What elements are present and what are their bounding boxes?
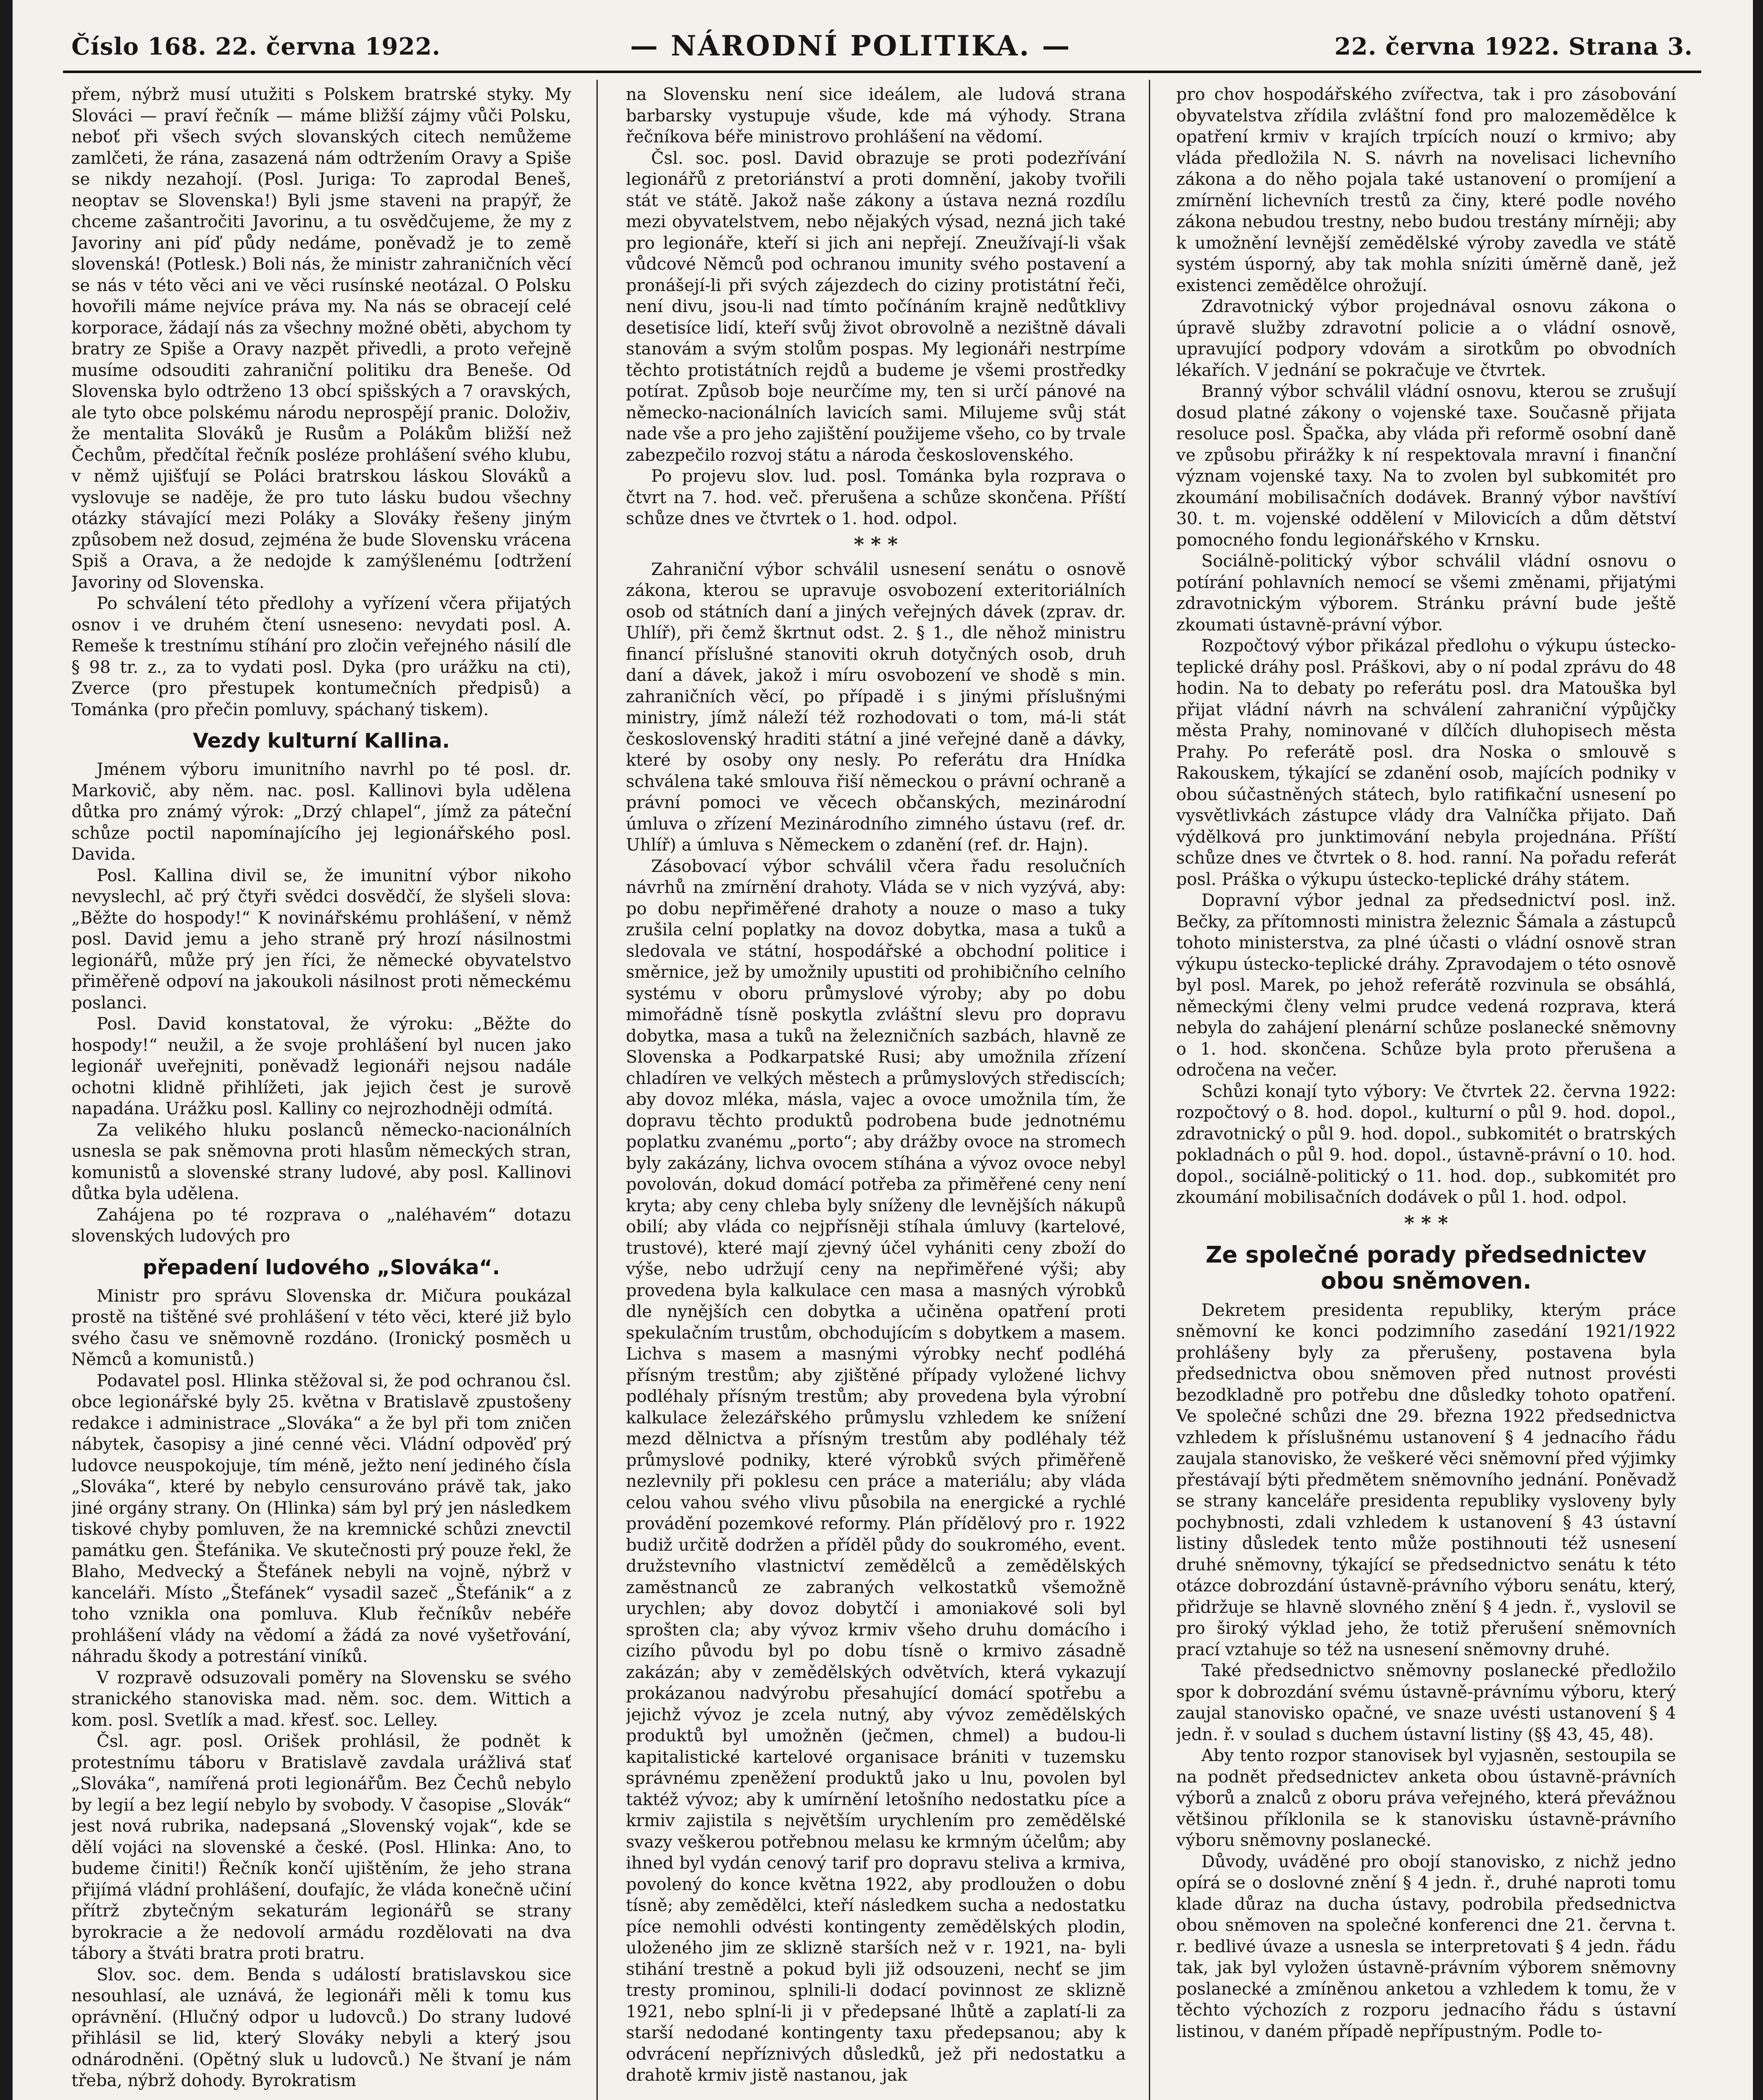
paragraph: Po schválení této předlohy a vyřízení včera přijatých osnov i ve druhém čtení usneseno: nevydati posl. A. Remeše k trestnímu stíhání pro zločin veřejného násilí dle § 98 tr. z., za to vydati posl. Dyka (pro urážku na cti), Zverce (pro přestupek kontumečních předpisů) a Tománka (pro přečin pomluvy, spáchaný tiskem).	[71, 594, 571, 719]
newspaper-page	[63, 25, 1701, 2100]
column-divider	[596, 80, 598, 2100]
paragraph: Slov. soc. dem. Benda s událostí bratislavskou sice nesouhlasí, ale uznává, že legionáři měli k tomu kus oprávnění. (Hlučný odpor u ludovců.) Do strany ludové přihlásil se lid, který Slováky nebyli a který jsou odnárodněni. (Opětný sluk u ludovců.) Ne štvaní je nám třeba, nýbrž dohody. Byrokratism	[71, 1965, 571, 2090]
section-heading: Vezdy kulturní Kallina.	[193, 729, 450, 753]
paragraph: Za velikého hluku poslanců německo-nacionálních usnesla se pak sněmovna proti hlasům německých stran, komunistů a slovenské strany ludové, aby posl. Kallinovi důtka byla udělena.	[71, 1120, 571, 1203]
paragraph: Čsl. soc. posl. David obrazuje se proti podezřívání legionářů z pretoriánství a proti domnění, jakoby tvořili stát ve státě. Jakož naše zákony a ústava nezná rozdílu mezi obyvatelstvem, nebo nějakých výsad, nezná jich také pro legionáře, kteří si jich ani nepřejí. Zneužívají-li však vůdcové Němců pod ochranou imunity svého postavení a pronášejí-li při svých zájezdech do ciziny protistátní řeči, není divu, jsou-li nad tímto počínáním krajně nedůtklivy desetisíce lidí, kteří svůj život obrovolně a nezištně dávali stanovám a svým stolům pospas. My legionáři nestrpíme těchto protistátních rejdů a budeme je všemi prostředky potírat. Způsob boje neurčíme my, ten si určí pánové na německo-nacionálních lavicích sami. Milujeme svůj stát nade vše a pro jeho zajištění použijeme všeho, co by trvale zabezpečilo rozvoj státu a národa československého.	[626, 148, 1126, 465]
column-divider	[1149, 80, 1150, 2100]
paragraph: Branný výbor schválil vládní osnovu, kterou se zrušují dosud platné zákony o vojenské taxe. Současně přijata resoluce posl. Špačka, aby vláda při reformě osobní daně ve způsobu přirážky k ní respektovala mravní i finanční význam vojenské taxy. Na to zvolen byl subkomitét pro zkoumání mobilisačních dodávek. Branný výbor navštíví 30. t. m. vojenské oddělení v Milovicích a dům dětství pomocného fondu legionářského v Krnsku.	[1176, 382, 1676, 550]
masthead	[63, 25, 1701, 71]
paragraph: Posl. David konstatoval, že výroku: „Běžte do hospody!“ neužil, a že svoje prohlášení byl nucen jako legionář uveřejniti, poněvadž legionáři nejsou nadále ochotni klidně přihlížeti, jak jejich čest je surově napadána. Urážku posl. Kalliny co nejrozhodněji odmítá.	[71, 1014, 571, 1118]
paragraph: Dopravní výbor jednal za předsednictví posl. inž. Bečky, za přítomnosti ministra železnic Šámala a zástupců tohoto ministerstva, za plné účasti o vládní osnově stran výkupu ústecko-teplické dráhy. Zpravodajem o této osnově byl posl. Marek, po jehož referátě rozvinula se obsáhlá, německými členy velmi prudce vedená rozprava, která nebyla do zahájení plenární schůze poslanecké sněmovny o 1. hod. skončena. Schůze byla proto přerušena a odročena na večer.	[1176, 891, 1676, 1080]
section-separator: * * *	[1404, 1211, 1448, 1234]
scan-border-left	[0, 0, 13, 2100]
column-2	[626, 84, 1126, 2100]
paragraph: Podavatel posl. Hlinka stěžoval si, že pod ochranou čsl. obce legionářské byly 25. května v Bratislavě zpustošeny redakce i administrace „Slováka“ a že byl při tom zničen nábytek, časopisy a jiné cenné věci. Vládní odpověď prý ludovce neuspokojuje, tím méně, ježto není jediného čísla „Slováka“, které by nebylo censurováno právě tak, jako jiné orgány strany. On (Hlinka) sám byl prý jen následkem tiskové chyby pomluven, že na kremnické schůzi znevctil památku gen. Štefánika. Ve skutečnosti prý pouze řekl, že Blaho, Medvecký a Štefánek nebyli na vojně, nýbrž v kanceláři. Místo „Štefánek“ vysadil sazeč „Štefánik“ a z toho vznikla ona pomluva. Klub řečníkův nebéře prohlášení vlády na vědomí a žádá za nové vyšetřování, náhradu škody a potrestání viníků.	[71, 1371, 571, 1666]
scan-border-right	[1753, 0, 1763, 2100]
newspaper-title: — NÁRODNÍ POLITIKA. —	[630, 29, 1072, 62]
header-rule	[63, 71, 1701, 73]
paragraph: Zásobovací výbor schválil včera řadu resolučních návrhů na zmírnění drahoty. Vláda se v nich vyzývá, aby: po dobu nepřiměřené drahoty a nouze o maso a tuky zrušila celní poplatky na dovoz dobytka, masa a tuků a sledovala ve státní, hospodářské a obchodní politice i směrnice, jež by umožnily upustiti od prohibičního celního systému v oboru průmyslové výroby; aby po dobu mimořádně tísně poskytla zvláštní slevu pro dopravu dobytka, masa a tuků na železničních sazbách, hlavně ze Slovenska a Podkarpatské Rusi; aby umožnila zřízení chladíren ve velkých městech a průmyslových střediscích; aby dovoz mléka, másla, vajec a ovoce umožnila tím, že dopravu těchto produktů podrobena bude jednotnému poplatku zvanému „porto“; aby drážby ovoce na stromech byly zakázány, lichva ovocem stíhána a vývoz ovoce nebyl povolován, dokud domácí potřeba za přiměřené ceny není kryta; aby ceny chleba byly sníženy dle levnějších nákupů obilí; aby vláda co nejpřísněji stíhala úmluvy (kartelové, trustové), které mají zjevný účel vyhániti ceny zboží do výše, nebo udržují ceny na nepřiměřené výši; aby provedena byla kalkulace cen masa a masných výrobků dle nynějších cen dobytka a učiněna opatření proti spekulačním trustům, obchodujícím s dobytkem a masem. Lichva s masem a masnými výrobky nechť podléhá přísným trestům; aby zjištěné případy vyložené lichvy podléhaly přísným trestům; aby provedena byla výrobní kalkulace železářského průmyslu vzhledem ke snížení mezd dělnictva a přísným trestům aby podléhaly též průmyslové podniky, které výrobků svých přiměřeně nezlevnily při poklesu cen práce a materiálu; aby vláda celou vahou svého vlivu působila na energické a rychlé provádění pozemkové reformy. Plán přídělový pro r. 1922 budiž určitě dodržen a příděl půdy do soukromého, event. družstevního vlastnictví zemědělců a zemědělských zaměstnanců ze zabraných velkostatků všemožně urychlen; aby dovoz dobytčí i amoniakové soli byl sprošten cla; aby vývoz krmiv všeho druhu domácího i cizího původu byl po dobu tísně o krmivo zásadně zakázán; aby v zemědělských odvětvích, která vykazují prokázanou nadvýrobu přesahující domácí spotřebu a jejichž vývoz je zcela nutný, aby vývoz zemědělských produktů byl umožněn (ječmen, chmel) a budou-li kapitalistické kartelové organisace brániti v tuzemsku správnému zpeněžení produktů jako u lnu, povolen byl taktéž vývoz; aby k umírnění letošního nedostatku píce a krmiv zajistila s největším urychlením pro zemědělské svazy veškerou potřebnou melasu ke krmným účelům; aby ihned byl vydán cenový tarif pro dopravu steliva a krmiva, povolený do konce května 1922, aby prodloužen o dobu tísně; aby zemědělci, kteří následkem sucha a nedostatku píce nemohli odvésti kontingenty zemědělských plodin, uloženého jim ze sklizně starších než v r. 1921, na- byli stihání trestně a pokud byli již odsouzeni, nechť se jim tresty prominou, splnili-li dodací povinnost ze sklizně 1921, nebo splní-li ji v předepsané lhůtě a zaplatí-li za starší nedodané kontingenty taxu předepsanou; aby k odvrácení nepříznivých důsledků, jež při nedostatku a drahotě krmiv jistě nastanou, jak	[626, 856, 1126, 2085]
section-heading: Ze společné porady předsednictev obou sněmoven.	[1206, 1241, 1647, 1294]
section-heading: přepadení ludového „Slováka“.	[142, 1255, 500, 1279]
paragraph: na Slovensku není sice ideálem, ale ludová strana barbarsky vystupuje všude, kde má výhody. Strana řečníkova béře ministrovo prohlášení na vědomí.	[626, 85, 1126, 147]
paragraph: Také předsednictvo sněmovny poslanecké předložilo spor k dobrozdání svému ústavně-právnímu výboru, který zaujal stanovisko opačné, ve snaze uvésti ustanovení § 4 jedn. ř. v soulad s duchem ústavní listiny (§§ 43, 45, 48).	[1176, 1661, 1676, 1744]
paragraph: Dekretem presidenta republiky, kterým práce sněmovní ke konci podzimního zasedání 1921/1922 prohlášeny byly za přerušeny, postavena byla předsednictva obou sněmoven před nutnost provésti bezodkladně pro potřebu dne důsledky tohoto opatření. Ve společné schůzi dne 29. března 1922 předsednictva vzhledem k příslušnému ustanovení § 4 jednacího řádu zaujala stanovisko, že veškeré věci sněmovní před výjimky přestávají býti předmětem sněmovního jednání. Poněvadž se strany kanceláře presidenta republiky vysloveny byly pochybnosti, zdali vzhledem k ustanovení § 43 ústavní listiny důsledek tento může postihnouti též usnesení druhé sněmovny, týkající se předsednictvo senátu k této otázce dobrozdání ústavně-právního výboru senátu, který, přidržuje se hlavně slovného znění § 4 jedn. ř., vyslovil se pro široký výklad jeho, že totiž přerušení sněmovních prací vztahuje so též na usnesení sněmovny druhé.	[1176, 1300, 1676, 1659]
paragraph: Ministr pro správu Slovenska dr. Mičura poukázal prostě na tištěné své prohlášení v této věci, které již bylo svého času ve sněmovně rozdáno. (Ironický posměch u Němců a komunistů.)	[71, 1286, 571, 1369]
paragraph: V rozpravě odsuzovali poměry na Slovensku se svého stranického stanoviska mad. něm. soc. dem. Wittich a kom. posl. Svetlík a mad. křesť. soc. Lelley.	[71, 1668, 571, 1730]
paragraph: Důvody, uváděné pro obojí stanovisko, z nichž jedno opírá se o doslovné znění § 4 jedn. ř., druhé naproti tomu klade důraz na ducha ústavy, podrobila předsednictva obou sněmoven na společné konferenci dne 21. června t. r. bedlivé úvaze a usnesla se interpretovati § 4 jedn. řádu tak, jak byl vyložen ústavně-právním výborem sněmovny poslanecké a zmíněnou anketou a vzhledem k tomu, že v těchto výchozích z rozporu jednacího řádu s ústavní listinou, v daném případě nepřípustným. Podle to-	[1176, 1852, 1676, 2041]
paragraph: Po projevu slov. lud. posl. Tománka byla rozprava o čtvrt na 7. hod. več. přerušena a schůze skončena. Příští schůze dnes ve čtvrtek o 1. hod. odpol.	[626, 467, 1126, 528]
paragraph: přem, nýbrž musí utužiti s Polskem bratrské styky. My Slováci — praví řečník — máme bližší zájmy vůči Polsku, neboť při všech svých slovanských citech nemůžeme zamlčeti, že rána, zasazená nám odtržením Oravy a Spiše se nikdy nezahojí. (Posl. Juriga: To zaprodal Beneš, neoptav se Slovenska!) Byli jsme staveni na prapýř, že chceme zašantročiti Javorinu, a tu osvědčujeme, že my z Javoriny ani píď půdy nedáme, poněvadž je to země slovenská! (Potlesk.) Boli nás, že ministr zahraničních věcí se nás v této věci ani ve věci rusínské neotázal. O Polsku hovořili máme nejvíce práva my. Na nás se obracejí celé korporace, žádají nás za všechny možné oběti, abychom ty bratry ze Spiše a Oravy nazpět přivedli, a proto veřejně musíme odsouditi zahraniční politiku dra Beneše. Od Slovenska bylo odtrženo 13 obcí spišských a 7 oravských, ale tyto obce polskému národu neprospějí pranic. Doloživ, že mentalita Slováků je Rusům a Polákům bližší než Čechům, předčítal řečník posléze prohlášení svého klubu, v němž ujišťují se Poláci bratrskou láskou Slováků a vyslovuje se naděje, že pro tuto lásku budou všechny otázky stávající mezi Poláky a Slováky řešeny jiným způsobem než dosud, zejména že bude Slovensku vrácena Spiš a Orava, a že nedojde k zamýšlenému [odtržení Javoriny od Slovenska.	[71, 85, 571, 592]
paragraph: Posl. Kallina divil se, že imunitní výbor nikoho nevyslechl, ač prý čtyři svědci dosvědčí, že slyšeli slova: „Běžte do hospody!“ K novinářskému prohlášení, v němž posl. David jemu a jeho straně prý hrozí násilnostmi legionářů, může prý jen říci, že německé obyvatelstvo přiměřeně odpoví na jakoukoli násilnost proti německému poslanci.	[71, 866, 571, 1013]
paragraph: Zahájena po té rozprava o „naléhavém“ dotazu slovenských ludových pro	[71, 1205, 571, 1246]
paragraph: Jménem výboru imunitního navrhl po té posl. dr. Markovič, aby něm. nac. posl. Kallinovi byla udělena důtka pro známý výrok: „Drzý chlapel“, jímž za páteční schůze poctil napomínajícího jej legionářského posl. Davida.	[71, 760, 571, 864]
issue-number: Číslo 168. 22. června 1922.	[71, 33, 441, 60]
paragraph: Rozpočtový výbor přikázal předlohu o výkupu ústecko-teplické dráhy posl. Práškovi, aby o ní podal zprávu do 48 hodin. Na to debaty po referátu posl. dra Matouška byl přijat vládní návrh na schválení zahraniční výpůjčky města Prahy, nominované v dílčích dluhopisech města Prahy. Po referátě posl. dra Noska o smlouvě s Rakouskem, týkající se zdanění osob, majících podniky v obou súčastněných státech, bylo ratifikační usnesení po vysvětlivkách zástupce vlády dra Valníčka přijato. Daň výdělková pro junktimování nebyla projednána. Příští schůze dnes ve čtvrtek o 8. hod. ranní. Na pořadu referát posl. Práška o výkupu ústecko-teplické dráhy státem.	[1176, 636, 1676, 889]
paragraph: Schůzi konají tyto výbory: Ve čtvrtek 22. června 1922: rozpočtový o 8. hod. dopol., kulturní o půl 9. hod. dopol., zdravotnický o půl 9. hod. dopol., subkomitét o bratrských pokladnách o půl 9. hod. dopol., ústavně-právní o 10. hod. dopol., sociálně-politický o 11. hod. dop., subkomitét pro zkoumání mobilisačních dodávek o půl 1. hod. odpol.	[1176, 1082, 1676, 1207]
paragraph: Aby tento rozpor stanovisek byl vyjasněn, sestoupila se na podnět předsednictev anketa obou ústavně-právních výborů a znalců z oboru práva veřejného, která převážnou většinou příklonila se k stanovisku ústavně-právního výboru sněmovny poslanecké.	[1176, 1746, 1676, 1850]
section-separator: * * *	[854, 533, 898, 556]
column-3	[1176, 84, 1676, 2100]
paragraph: Sociálně-politický výbor schválil vládní osnovu o potírání pohlavních nemocí se všemi změnami, přijatými zdravotnickým výborem. Stránku právní bude ještě zkoumati ústavně-právní výbor.	[1176, 551, 1676, 635]
column-1	[71, 84, 571, 2100]
paragraph: pro chov hospodářského zvířectva, tak i pro zásobování obyvatelstva zřídila zvláštní fond pro malozemědělce k opatření krmiv v krajích trpících nouzí o krmivo; aby vláda předložila N. S. návrh na novelisaci lichevního zákona a do něho pojala také ustanovení o promíjení a zmírnění lichevních trestů za činy, které podle nového zákona nebudou trestny, nebo budou trestány mírněji; aby k umožnění levnější zemědělské výroby zavedla ve státě systém úsporný, aby tak mohla sníziti úměrně daně, jež existenci zemědělce ohrožují.	[1176, 85, 1676, 295]
paragraph: Zahraniční výbor schválil usnesení senátu o osnově zákona, kterou se upravuje osvobození exteritoriálních osob od státních daní a jiných veřejných dávek (zprav. dr. Uhlíř), při čemž škrtnut odst. 2. § 1., dle něhož ministru financí příslušné stanoviti okruh dotyčných osob, druh daní a dávek, jakož i míru osvobození ve shodě s min. zahraničních věcí, po případě i s jinými příslušnými ministry, jímž náleží též rozhodovati o tom, má-li stát československý hraditi státní a jiné veřejné daně a dávky, které by osoby ony nesly. Po referátu dra Hnídka schválena také smlouva řiší německou o právní ochraně a právní pomoci ve věcech občanských, mezinárodní úmluva o zřízení Mezinárodního zimného ústavu (ref. dr. Uhlíř) a úmluva s Německem o zdanění (ref. dr. Hajn).	[626, 559, 1126, 855]
paragraph: Zdravotnický výbor projednával osnovu zákona o úpravě služby zdravotní policie a o vládní osnově, upravující podpory vdovám a sirotkům po obvodních lékařích. V jednání se pokračuje ve čtvrtek.	[1176, 297, 1676, 380]
page-number: 22. června 1922. Strana 3.	[1334, 33, 1693, 60]
paragraph: Čsl. agr. posl. Orišek prohlásil, že podnět k protestnímu táboru v Bratislavě zavdala urážlivá stať „Slováka“, namířená proti legionářům. Bez Čechů nebylo by legií a bez legií nebylo by svobody. V časopise „Slovák“ jest nová rubrika, nadepsaná „Slovenský vojak“, kde se dělí vojáci na slovenské a české. (Posl. Hlinka: Ano, to budeme činiti!) Řečník končí ujištěním, že jeho strana přijímá vládní prohlášení, doufajíc, že vláda konečně učiní přítrž zbytečným sekaturám legionářů se strany byrokracie a že nedovolí armádu rozdělovati na dva tábory a štváti bratra proti bratru.	[71, 1732, 571, 1963]
